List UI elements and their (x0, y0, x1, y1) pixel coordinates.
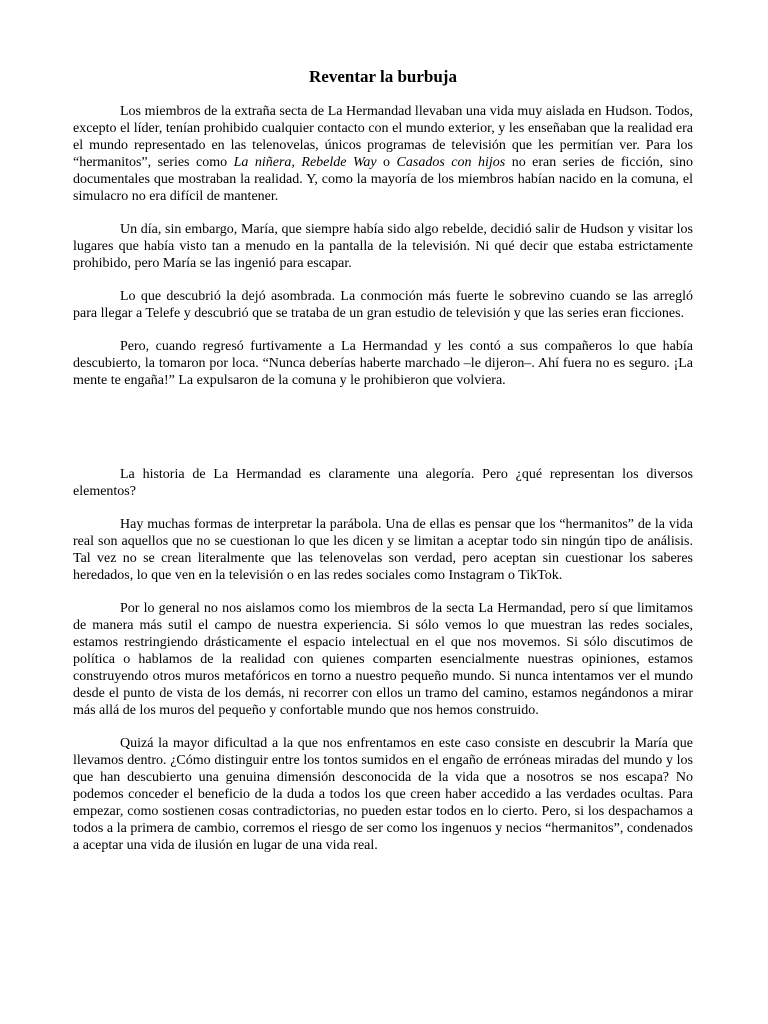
paragraph-2: Un día, sin embargo, María, que siempre había sido algo rebelde, decidió salir de Hudson y visitar los lugares que había visto tan a menudo en la pantalla de la televisión. Ni qué decir que estaba estrictamente prohibido, pero María se las ingenió para escapar. (73, 222, 693, 271)
paragraph-6: Hay muchas formas de interpretar la parábola. Una de ellas es pensar que los “hermanitos” de la vida real son aquellos que no se cuestionan lo que les dicen y se limitan a aceptar todo sin ningún tipo de análisis. Tal vez no se crean literalmente que las telenovelas son verdad, pero aceptan sin cuestionar los saberes heredados, lo que ven en la televisión o en las redes sociales como Instagram o TikTok. (73, 517, 693, 583)
paragraph-3: Lo que descubrió la dejó asombrada. La conmoción más fuerte le sobrevino cuando se las arregló para llegar a Telefe y descubrió que se trataba de un gran estudio de televisión y que las series eran ficciones. (73, 289, 693, 321)
paragraph-1-italic-titles-a: La niñera, Rebelde Way (233, 155, 377, 170)
paragraph-7: Por lo general no nos aislamos como los miembros de la secta La Hermandad, pero sí que limitamos de manera más sutil el campo de nuestra experiencia. Si sólo vemos lo que muestran las redes sociales, estamos restringiendo drásticamente el espacio intelectual en el que nos movemos. Si sólo discutimos de política o hablamos de la realidad con quienes comparten esencialmente nuestras opiniones, estamos construyendo otros muros metafóricos en torno a nuestro pequeño mundo. Si nunca intentamos ver el mundo desde el punto de vista de los demás, ni recorrer con ellos un tramo del camino, estamos negándonos a mirar más allá de los muros del pequeño y confortable mundo que nos hemos construido. (73, 601, 693, 718)
paragraph-1-text-a: Los miembros de la extraña secta de La Hermandad llevaban una vida muy aislada en Hudson. Todos, excepto el líder, tenían prohibido cualquier contacto con el mundo exterior, y les enseñaban que la realidad era el mundo representado en las telenovelas, únicos programas de televisión que les permitían ver. Para los “hermanitos”, series como (73, 104, 693, 170)
paragraph-1-text-b: o (376, 155, 397, 170)
document-page (73, 64, 693, 870)
paragraph-1 (73, 103, 693, 205)
paragraph-8: Quizá la mayor dificultad a la que nos enfrentamos en este caso consiste en descubrir la María que llevamos dentro. ¿Cómo distinguir entre los tontos sumidos en el engaño de erróneas miradas del mundo y los que han descubierto una genuina dimensión desconocida de la vida que a nosotros se nos escapa? No podemos conceder el beneficio de la duda a todos los que creen haber accedido a las verdades ocultas. Para empezar, como sostienen cosas contradictorias, no pueden estar todos en lo cierto. Pero, si los despachamos a todos a la primera de cambio, corremos el riesgo de ser como los ingenuos y necios “hermanitos”, condenados a aceptar una vida de ilusión en lugar de una vida real. (73, 736, 693, 853)
paragraph-4: Pero, cuando regresó furtivamente a La Hermandad y les contó a sus compañeros lo que había descubierto, la tomaron por loca. “Nunca deberías haberte marchado –le dijeron–. Ahí fuera no es seguro. ¡La mente te engaña!” La expulsaron de la comuna y le prohibieron que volviera. (73, 339, 693, 388)
document-title: Reventar la burbuja (309, 67, 457, 86)
paragraph-5: La historia de La Hermandad es claramente una alegoría. Pero ¿qué representan los diversos elementos? (73, 467, 693, 499)
paragraph-1-text-c: no eran series de ficción, sino documentales que mostraban la realidad. Y, como la mayoría de los miembros habían nacido en la comuna, el simulacro no era difícil de mantener. (73, 155, 694, 204)
section-gap (73, 405, 693, 466)
paragraph-1-italic-titles-b: Casados con hijos (396, 155, 506, 170)
